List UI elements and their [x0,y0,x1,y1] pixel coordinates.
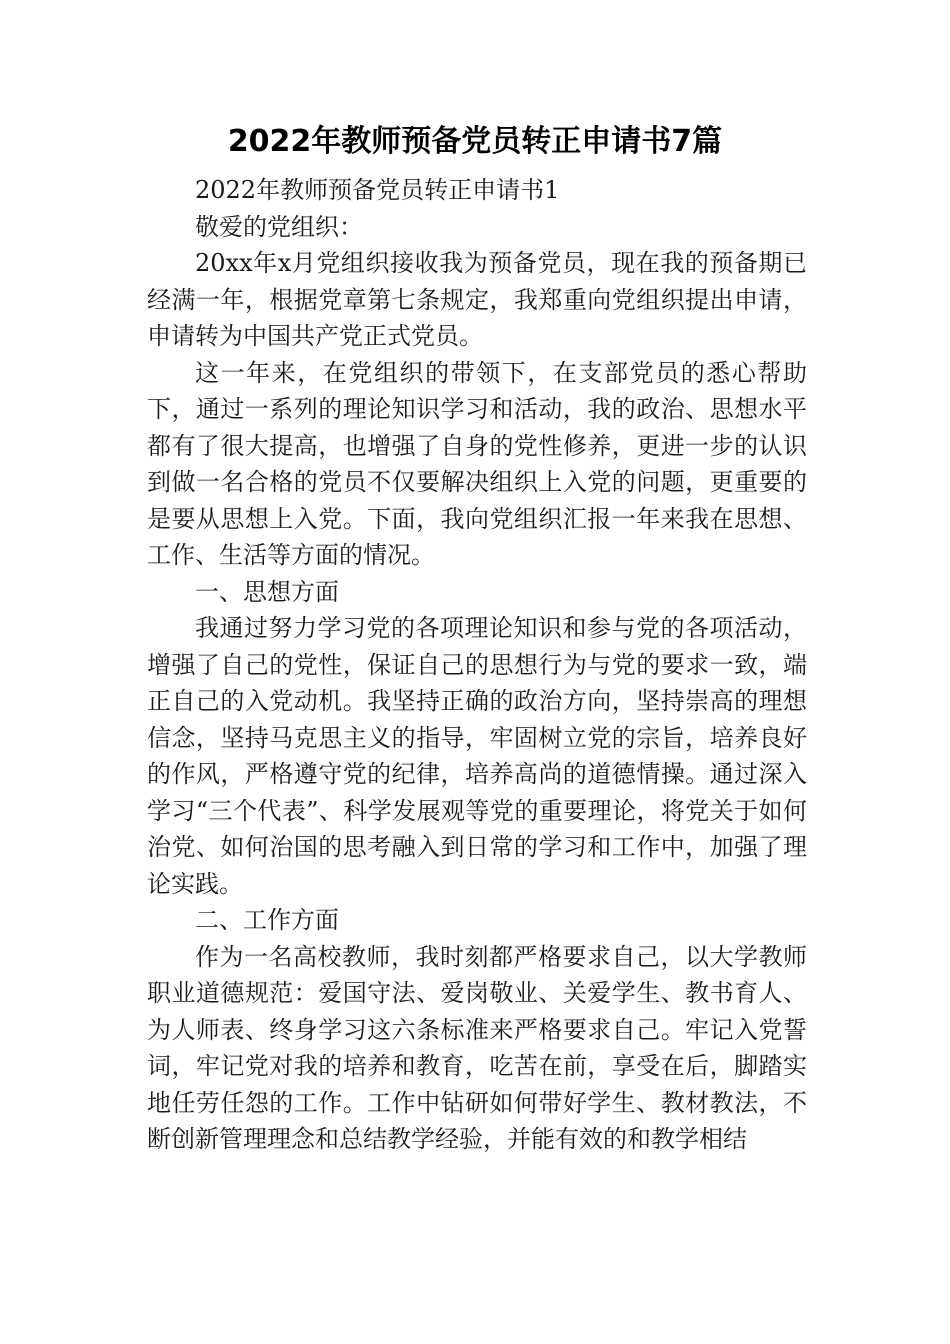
body-paragraph: 我通过努力学习党的各项理论知识和参与党的各项活动，增强了自己的党性，保证自己的思想行为与党的要求一致，端正自己的入党动机。我坚持正确的政治方向，坚持崇高的理想信念，坚持马克思主义的指导，牢固树立党的宗旨，培养良好的作风，严格遵守党的纪律，培养高尚的道德情操。通过深入学习“三个代表”、科学发展观等党的重要理论，将党关于如何治党、如何治国的思考融入到日常的学习和工作中，加强了理论实践。 [147,614,807,898]
body-paragraph: 20xx年x月党组织接收我为预备党员，现在我的预备期已经满一年，根据党章第七条规定，我郑重向党组织提出申请，申请转为中国共产党正式党员。 [147,249,807,350]
section-heading: 一、思想方面 [195,577,339,606]
body-paragraph: 这一年来，在党组织的带领下，在支部党员的悉心帮助下，通过一系列的理论知识学习和活动，我的政治、思想水平都有了很大提高，也增强了自身的党性修养，更进一步的认识到做一名合格的党员不仅要解决组织上入党的问题，更重要的是要从思想上入党。下面，我向党组织汇报一年来我在思想、工作、生活等方面的情况。 [147,358,807,569]
salutation-paragraph: 敬爱的党组织： [195,212,363,241]
document-body [147,172,807,1158]
subtitle-paragraph: 2022年教师预备党员转正申请书1 [195,176,560,204]
body-paragraph: 作为一名高校教师，我时刻都严格要求自己，以大学教师职业道德规范：爱国守法、爱岗敬业、关爱学生、教书育人、为人师表、终身学习这六条标准来严格要求自己。牢记入党誓词，牢记党对我的培养和教育，吃苦在前，享受在后，脚踏实地任劳任怨的工作。工作中钻研如何带好学生、教材教法，不断创新管理理念和总结教学经验，并能有效的和教学相结 [147,942,807,1153]
section-heading: 二、工作方面 [195,906,339,934]
document-title: 2022年教师预备党员转正申请书7篇 [227,124,723,159]
